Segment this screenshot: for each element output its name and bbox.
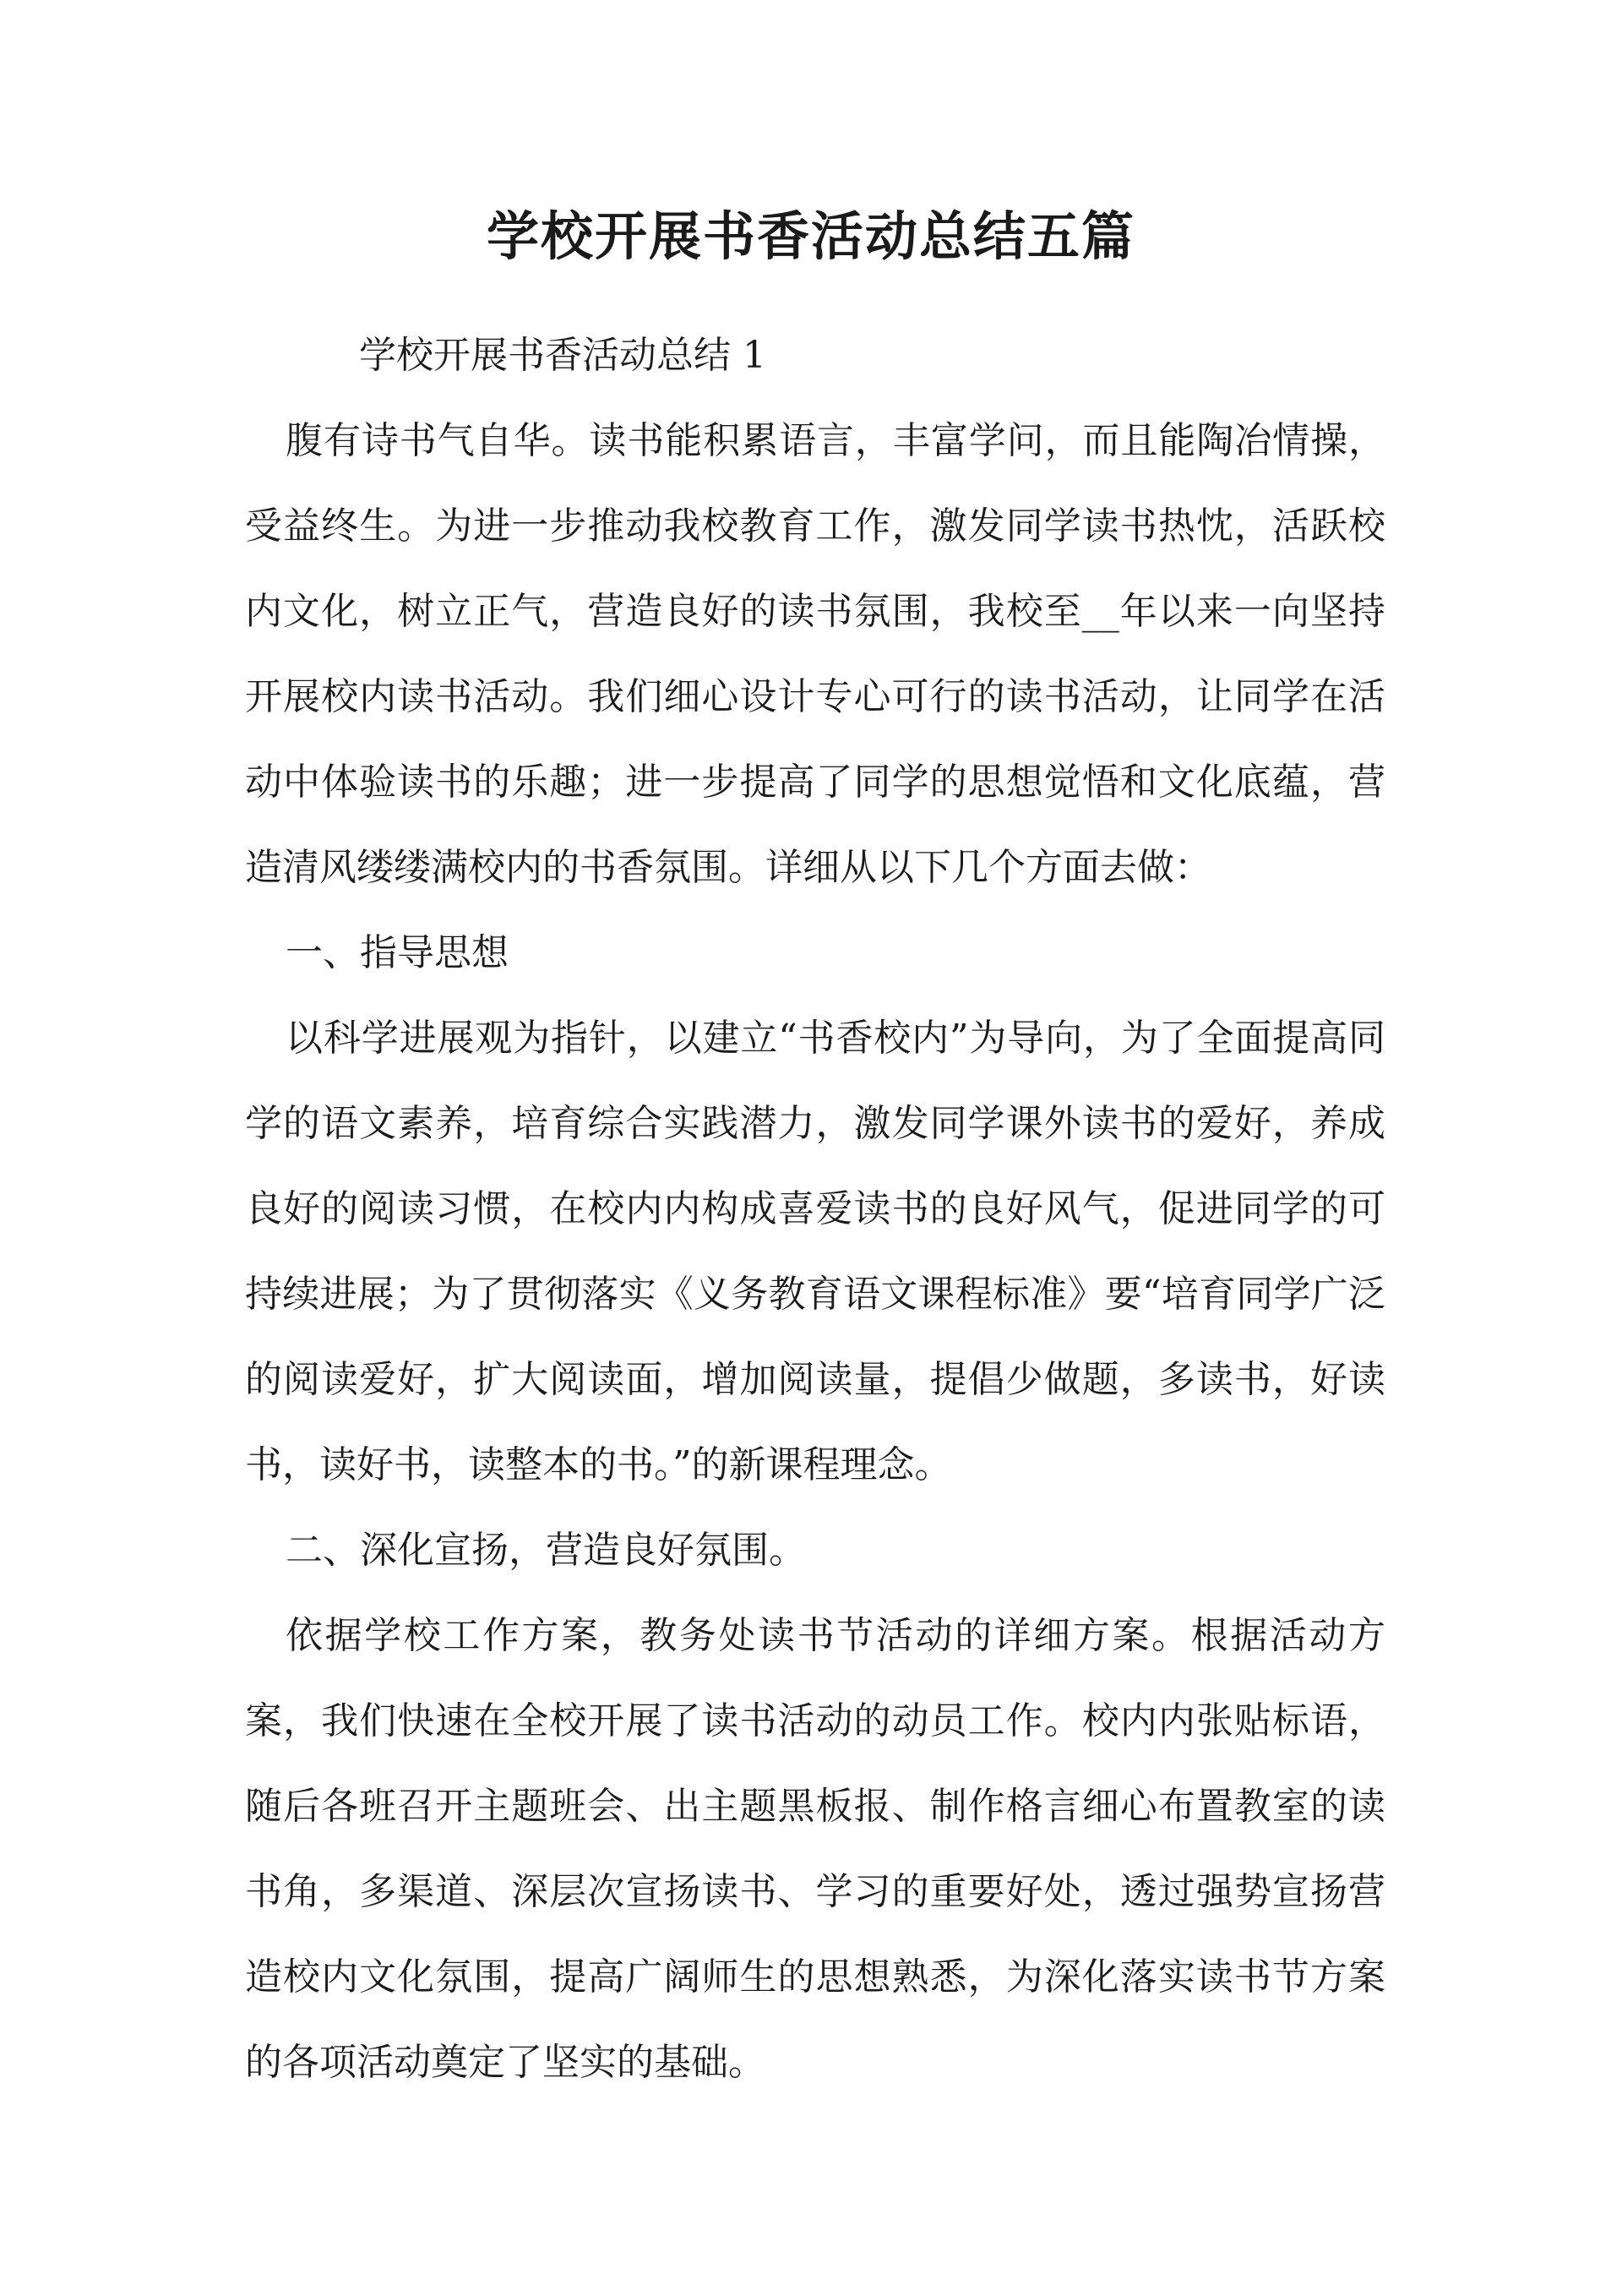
- section-heading-1: 一、指导思想: [286, 931, 509, 974]
- section-heading-2: 二、深化宣扬，营造良好氛围。: [286, 1529, 806, 1572]
- paragraph-promotion: 依据学校工作方案，教务处读书节活动的详细方案。根据活动方案，我们快速在全校开展了读书活动的动员工作。校内内张贴标语，随后各班召开主题班会、出主题黑板报、制作格言细心布置教室的读书角，多渠道、深层次宣扬读书、学习的重要好处，透过强势宣扬营造校内文化氛围，提高广阔师生的思想熟悉，为深化落实读书节方案的各项活动奠定了坚实的基础。: [245, 1614, 1385, 2084]
- document-title: 学校开展书香活动总结五篇: [486, 205, 1135, 267]
- document-body: [245, 313, 1385, 2105]
- paragraph-intro: 腹有诗书气自华。读书能积累语言，丰富学问，而且能陶冶情操，受益终生。为进一步推动我校教育工作，激发同学读书热忱，活跃校内文化，树立正气，营造良好的读书氛围，我校至__年以来一向坚持开展校内读书活动。我们细心设计专心可行的读书活动，让同学在活动中体验读书的乐趣；进一步提高了同学的思想觉悟和文化底蕴，营造清风缕缕满校内的书香氛围。详细从以下几个方面去做：: [245, 419, 1385, 889]
- section-subtitle: 学校开展书香活动总结 1: [359, 334, 766, 377]
- paragraph-guiding-thought: 以科学进展观为指针，以建立“书香校内”为导向，为了全面提高同学的语文素养，培育综合实践潜力，激发同学课外读书的爱好，养成良好的阅读习惯，在校内内构成喜爱读书的良好风气，促进同学的可持续进展；为了贯彻落实《义务教育语文课程标准》要“培育同学广泛的阅读爱好，扩大阅读面，增加阅读量，提倡少做题，多读书，好读书，读好书，读整本的书。”的新课程理念。: [245, 1017, 1385, 1486]
